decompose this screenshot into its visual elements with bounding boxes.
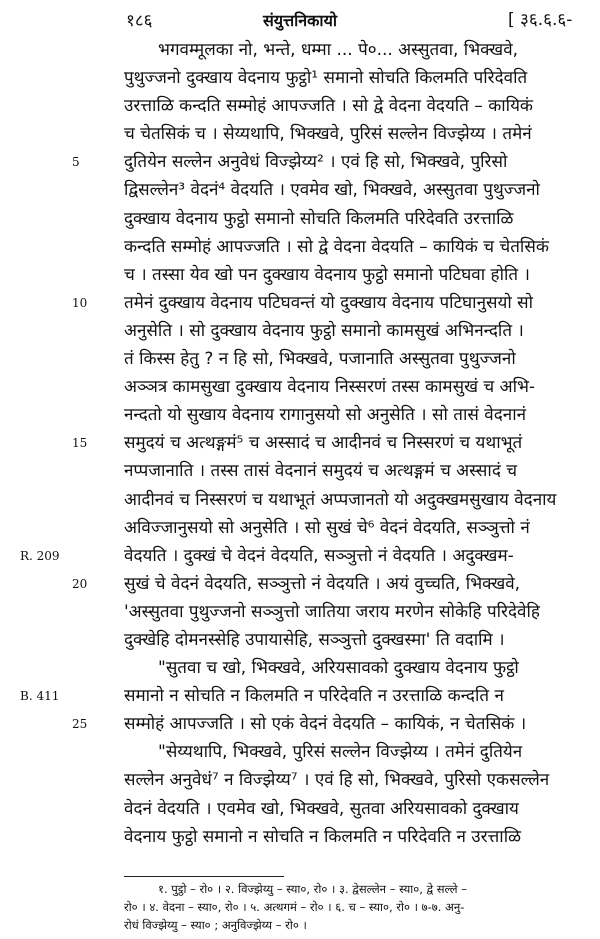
text-line [124, 401, 594, 429]
line-text: "सेय्यथापि, भिक्खवे, पुरिसं सल्लेन विज्झेय्य । तमेनं दुतियेन [158, 742, 523, 763]
text-line [72, 710, 594, 738]
footnotes [124, 880, 594, 934]
line-text: आदीनवं च निस्सरणं च यथाभूतं अप्पजानतो यो अदुक्खमसुखाय वेदनाय [124, 489, 557, 510]
line-text: पुथुज्जनो दुक्खाय वेदनाय फुट्ठो¹ समानो सोचति किलमति परिदेवति [124, 68, 528, 89]
line-text: सम्मोहं आपज्जति । सो एकं वेदनं वेदयति – कायिकं, न चेतसिकं । [124, 714, 527, 735]
line-text: सुखं चे वेदनं वेदयति, सञ्ञुत्तो नं वेदयति । अयं वुच्चति, भिक्खवे, [124, 573, 521, 594]
line-text: वेदनं वेदयति । एवमेव खो, भिक्खवे, सुतवा अरियसावको दुक्खाय [124, 798, 519, 819]
line-text: दुक्खेहि दोमनस्सेहि उपायासेहि, सञ्ञुत्तो दुक्खस्मा' ति वदामि । [124, 629, 505, 650]
text-line [124, 654, 594, 682]
text-line [124, 176, 594, 204]
text-line [20, 682, 594, 710]
text-line [72, 289, 594, 317]
line-text: द्विसल्लेन³ वेदनं⁴ वेदयति । एवमेव खो, भिक्खवे, अस्सुतवा पुथुज्जनो [124, 180, 540, 201]
page-header [0, 4, 600, 32]
line-text: दुक्खाय वेदनाय फुट्ठो समानो सोचति किलमति परिदेवति उरत्ताळि [124, 208, 514, 229]
footnote-line: रो० । ४. वेदना – स्या०, रो० । ५. अत्थगमं – रो० । ६. च – स्या०, रो० । ७-७. अनु- [124, 900, 465, 914]
line-text: नन्दतो यो सुखाय वेदनाय रागानुसयो सो अनुसेति । सो तासं वेदनानं [124, 405, 527, 426]
text-line [124, 92, 594, 120]
text-line [124, 233, 594, 261]
line-text: अविज्जानुसयो सो अनुसेति । सो सुखं चे⁶ वेदनं वेदयति, सञ्ञुत्तो नं [124, 517, 530, 538]
text-line [72, 148, 594, 176]
line-text: समानो न सोचति न किलमति न परिदेवति न उरत्ताळि कन्दति न [124, 686, 504, 707]
line-text: कन्दति सम्मोहं आपज्जति । सो द्वे वेदना वेदयति – कायिकं च चेतसिकं [124, 236, 549, 257]
line-number: 10 [72, 295, 88, 310]
line-number: 5 [72, 155, 80, 170]
margin-reference: B. 411 [20, 689, 60, 704]
text-line [124, 36, 594, 64]
line-text: दुतियेन सल्लेन अनुवेधं विज्झेय्य² । एवं हि सो, भिक्खवे, पुरिसो [124, 152, 508, 173]
line-text: 'अस्सुतवा पुथुज्जनो सञ्ञुत्तो जातिया जराय मरणेन सोकेहि परिदेवेहि [124, 601, 540, 622]
text-line [72, 429, 594, 457]
line-number: 20 [72, 576, 88, 591]
footnote-line: १. पुट्ठो – रो० । २. विज्झेय्यु – स्या०, रो० । ३. द्वेसल्लेन – स्या०, द्वे सल्ले – [158, 882, 467, 896]
text-line [124, 514, 594, 542]
line-text: अनुसेति । सो दुक्खाय वेदनाय फुट्ठो समानो कामसुखं अभिनन्दति । [124, 320, 524, 341]
line-text: सल्लेन अनुवेधं⁷ न विज्झेय्य⁷ । एवं हि सो, भिक्खवे, पुरिसो एकसल्लेन [124, 770, 550, 791]
line-text: अञ्ञत्र कामसुखा दुक्खाय वेदनाय निस्सरणं तस्स कामसुखं च अभि- [124, 377, 536, 398]
text-line [124, 766, 594, 794]
footnote-line: रोधं विज्झेय्यु – स्या० ; अनुविज्झेय्य – रो० । [124, 918, 307, 932]
line-text: तं किस्स हेतु ? न हि सो, भिक्खवे, पजानाति अस्सुतवा पुथुज्जनो [124, 349, 516, 370]
section-reference: [ ३६.६.६- [508, 10, 573, 30]
text-line [124, 795, 594, 823]
text-line [124, 345, 594, 373]
text-line [124, 317, 594, 345]
running-title: संयुत्तनिकायो [262, 11, 338, 30]
line-text: वेदयति । दुक्खं चे वेदनं वेदयति, सञ्ञुत्तो नं वेदयति । अदुक्खम- [124, 545, 514, 566]
line-text: च । तस्सा येव खो पन दुक्खाय वेदनाय फुट्ठो समानो पटिघवा होति । [124, 264, 530, 285]
text-line [124, 626, 594, 654]
text-line [124, 205, 594, 233]
text-line [124, 373, 594, 401]
line-text: "सुतवा च खो, भिक्खवे, अरियसावको दुक्खाय वेदनाय फुट्ठो [158, 658, 519, 679]
text-line [124, 598, 594, 626]
margin-reference: R. 209 [20, 548, 60, 563]
line-text: उरत्ताळि कन्दति सम्मोहं आपज्जति । सो द्वे वेदना वेदयति – कायिकं [124, 96, 533, 117]
line-text: नप्पजानाति । तस्स तासं वेदनानं समुदयं च अत्थङ्गमं च अस्सादं च [124, 461, 518, 482]
text-line [72, 570, 594, 598]
line-text: समुदयं च अत्थङ्गमं⁵ च अस्सादं च आदीनवं च निस्सरणं च यथाभूतं [124, 433, 523, 454]
footnote-rule [124, 876, 284, 877]
text-line [124, 261, 594, 289]
line-text: तमेनं दुक्खाय वेदनाय पटिघवन्तं यो दुक्खाय वेदनाय पटिघानुसयो सो [124, 292, 534, 313]
page-number: १८६ [126, 11, 153, 31]
text-line [124, 738, 594, 766]
line-text: वेदनाय फुट्ठो समानो न सोचति न किलमति न परिदेवति न उरत्ताळि [124, 826, 522, 847]
text-line [124, 457, 594, 485]
text-line [20, 542, 594, 570]
text-line [124, 120, 594, 148]
line-number: 15 [72, 436, 88, 451]
text-line [124, 823, 594, 851]
line-text: च चेतसिकं च । सेय्यथापि, भिक्खवे, पुरिसं सल्लेन विज्झेय्य । तमेनं [124, 124, 532, 145]
text-line [124, 486, 594, 514]
text-line [124, 64, 594, 92]
main-text [20, 36, 594, 851]
line-text: भगवम्मूलका नो, भन्ते, धम्मा ... पे०... अस्सुतवा, भिक्खवे, [158, 40, 519, 60]
line-number: 25 [72, 717, 88, 732]
